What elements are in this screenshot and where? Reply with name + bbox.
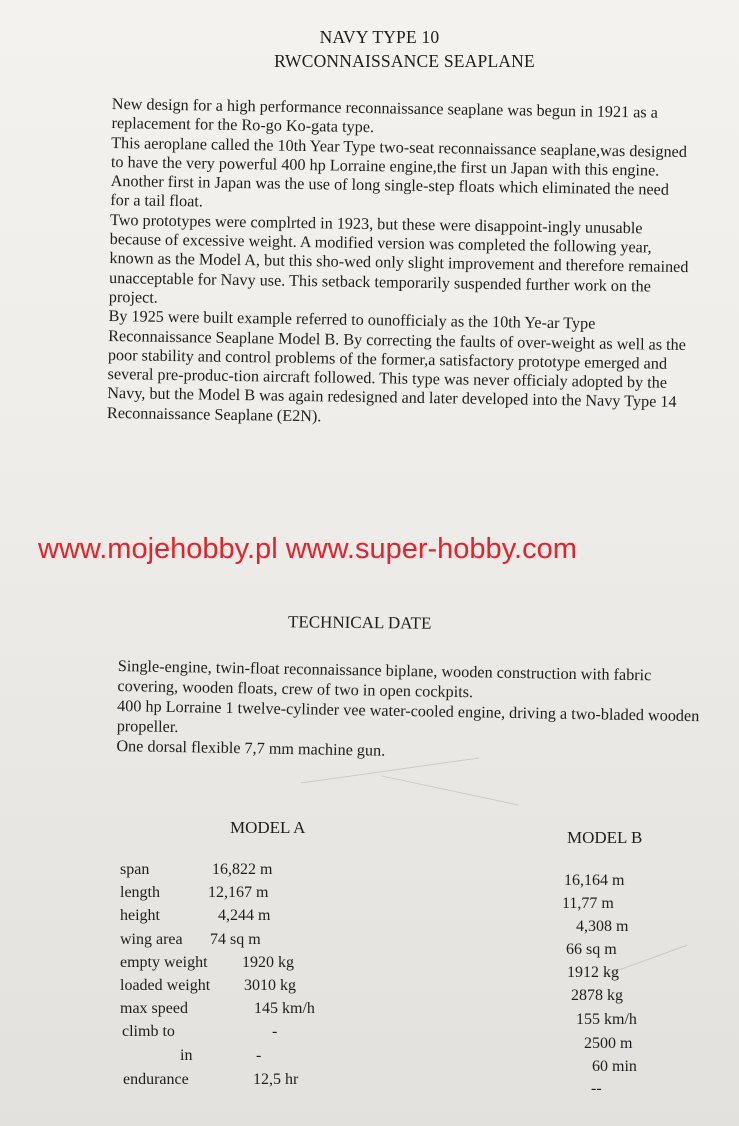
description-paragraph: By 1925 were built example referred to ounofficialy as the 10th Ye-ar Type Reconnaissance Seaplane Model B. By correcting the faults of over-weight as well as the poor stability and control problems of the former,a satisfactory prototype emerged and several pre-produc-tion aircraft followed. This type was never officialy adopted by the Navy, but the Model B was again redesigned and later developed into the Navy Type 14 Reconnaissance Seaplane (E2N). xyxy=(106,307,687,426)
page-title: NAVY TYPE 10 xyxy=(319,27,440,47)
technical-heading: TECHNICAL DATE xyxy=(287,612,432,633)
model-b-value: 4,308 m xyxy=(576,918,629,935)
technical-line: 400 hp Lorraine 1 twelve-cylinder vee water-cooled engine, driving a two-bladed wooden propeller. xyxy=(116,696,700,737)
spec-row-endurance xyxy=(123,1071,299,1089)
model-a-heading: MODEL A xyxy=(230,818,306,837)
spec-label: max speed xyxy=(120,1000,188,1017)
model-b-heading: MODEL B xyxy=(567,828,643,847)
technical-line: One dorsal flexible 7,7 mm machine gun. xyxy=(116,736,386,760)
description-paragraph: Two prototypes were complrted in 1923, but these were disappoint-ingly unusable because of excessive weight. A modified version was completed the following year, known as the Model A, but this sho-wed only slight improvement and therefore remained unacceptable for Navy use. This setback temporarily suspended further work on the project. xyxy=(108,210,689,307)
spec-label: length xyxy=(120,884,160,901)
model-b-value: 2500 m xyxy=(584,1035,633,1052)
model-b-value: 66 sq m xyxy=(566,941,617,958)
description-paragraph: New design for a high performance reconnaissance seaplane was begun in 1921 as a replacement for the Ro-go Ko-gata type. xyxy=(111,95,659,137)
model-b-value: 155 km/h xyxy=(576,1011,637,1028)
spec-label: climb to xyxy=(122,1023,175,1040)
page-subtitle: RWCONNAISSANCE SEAPLANE xyxy=(274,51,535,71)
spec-row-wing-area xyxy=(120,931,261,949)
spec-row-in xyxy=(180,1047,262,1065)
spec-row-length xyxy=(120,884,269,902)
description-paragraph: This aeroplane called the 10th Year Type two-seat reconnaissance seaplane,was designed to have the very powerful 400 hp Lorraine engine,the first un Japan with this engine. Another first in Japan was the use of long single-step floats which eliminated the need for a tail float. xyxy=(110,133,688,211)
model-b-value: 16,164 m xyxy=(564,872,625,889)
model-b-value: 11,77 m xyxy=(562,895,614,912)
spec-label: endurance xyxy=(123,1071,189,1088)
spec-row-span xyxy=(120,861,273,879)
spec-label: in xyxy=(180,1047,193,1064)
technical-text xyxy=(116,656,703,766)
spec-value: 4,244 m xyxy=(218,907,271,924)
spec-label: height xyxy=(120,907,160,924)
spec-label: span xyxy=(120,861,150,878)
watermark-text: www.mojehobby.pl www.super-hobby.com xyxy=(38,533,577,565)
spec-value: 74 sq m xyxy=(210,931,261,948)
spec-value: 3010 kg xyxy=(244,977,296,994)
description-text xyxy=(107,95,692,432)
spec-row-climb-to xyxy=(122,1023,278,1041)
spec-row-loaded-weight xyxy=(120,977,296,995)
spec-value: 145 km/h xyxy=(254,1000,315,1017)
spec-row-height xyxy=(120,907,271,925)
spec-value: 12,5 hr xyxy=(253,1071,299,1088)
model-b-value: -- xyxy=(591,1080,602,1097)
spec-value: - xyxy=(256,1047,262,1064)
model-b-value: 1912 kg xyxy=(567,964,619,981)
spec-label: wing area xyxy=(120,931,183,948)
spec-row-empty-weight xyxy=(120,954,294,972)
spec-label: empty weight xyxy=(120,954,208,971)
spec-row-max-speed xyxy=(120,1000,315,1018)
spec-value: 12,167 m xyxy=(208,884,269,901)
model-b-value: 60 min xyxy=(592,1058,637,1075)
spec-label: loaded weight xyxy=(120,977,211,994)
spec-value: - xyxy=(272,1023,278,1040)
technical-line: Single-engine, twin-float reconnaissance biplane, wooden construction with fabric covering, wooden floats, crew of two in open cockpits. xyxy=(117,656,652,702)
paper-scratch xyxy=(381,775,518,805)
paper-scratch xyxy=(301,757,479,783)
model-b-value: 2878 kg xyxy=(571,987,623,1004)
spec-value: 16,822 m xyxy=(212,861,273,878)
spec-value: 1920 kg xyxy=(242,954,294,971)
